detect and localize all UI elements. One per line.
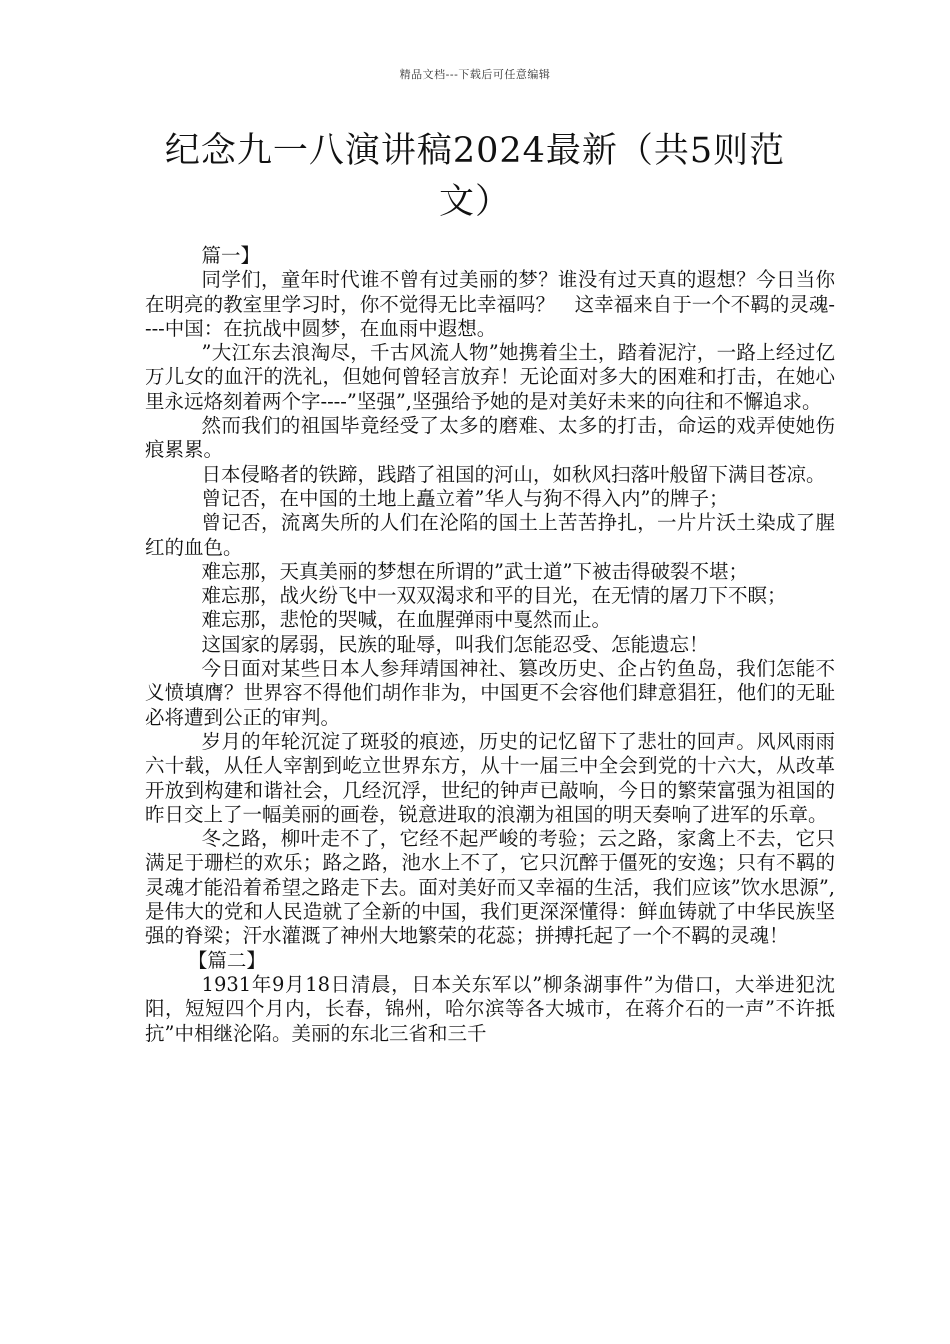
body-paragraph: 曾记否，在中国的土地上矗立着”华人与狗不得入内”的牌子； (201, 486, 729, 510)
body-paragraph: 同学们，童年时代谁不曾有过美丽的梦？谁没有过天真的遐想？今日当你在明亮的教室里学习时，你不觉得无比幸福吗？ 这幸福来自于一个不羁的灵魂----中国：在抗战中圆梦，在血雨中遐想。 (145, 268, 835, 340)
body-paragraph: 难忘那，战火纷飞中一双双渴求和平的目光，在无情的屠刀下不瞑； (201, 584, 787, 608)
body-paragraph: 难忘那，天真美丽的梦想在所谓的”武士道”下被击得破裂不堪； (201, 559, 748, 583)
document-body (145, 244, 835, 1046)
body-paragraph: 今日面对某些日本人参拜靖国神社、篡改历史、企占钓鱼岛，我们怎能不义愤填膺？世界容不得他们胡作非为，中国更不会容他们肆意猖狂，他们的无耻必将遭到公正的审判。 (145, 657, 835, 729)
body-paragraph: ”大江东去浪淘尽，千古风流人物”她携着尘土，踏着泥泞，一路上经过亿万儿女的血汗的洗礼，但她何曾轻言放弃！无论面对多大的困难和打击，在她心里永远烙刻着两个字----”坚强”,坚强给予她的是对美好未来的向往和不懈追求。 (145, 341, 835, 413)
body-paragraph: 岁月的年轮沉淀了斑驳的痕迹，历史的记忆留下了悲壮的回声。风风雨雨六十载，从任人宰割到屹立世界东方，从十一届三中全会到党的十六大，从改革开放到构建和谐社会，几经沉浮，世纪的钟声已敲响，今日的繁荣富强为祖国的昨日交上了一幅美丽的画卷，锐意进取的浪潮为祖国的明天奏响了进军的乐章。 (145, 729, 835, 826)
section-heading-1: 篇一】 (201, 244, 261, 267)
body-paragraph: 然而我们的祖国毕竟经受了太多的磨难、太多的打击，命运的戏弄使她伤痕累累。 (145, 414, 835, 462)
section-heading-2: 【篇二】 (187, 948, 266, 972)
body-paragraph: 1931年9月18日清晨，日本关东军以”柳条湖事件”为借口，大举进犯沈阳，短短四个月内，长春，锦州，哈尔滨等各大城市，在蒋介石的一声”不许抵抗”中相继沦陷。美丽的东北三省和三千 (145, 972, 835, 1045)
body-paragraph: 难忘那，悲怆的哭喊，在血腥弹雨中戛然而止。 (201, 608, 612, 632)
body-paragraph: 日本侵略者的铁蹄，践踏了祖国的河山，如秋风扫落叶般留下满目苍凉。 (201, 462, 826, 486)
document-title: 纪念九一八演讲稿2024最新（共5则范文） (164, 131, 786, 222)
body-paragraph: 曾记否，流离失所的人们在沦陷的国土上苦苦挣扎，一片片沃土染成了腥红的血色。 (145, 511, 835, 559)
header-note: 精品文档---下载后可任意编辑 (399, 68, 551, 81)
body-paragraph: 这国家的孱弱，民族的耻辱，叫我们怎能忍受、怎能遗忘！ (201, 632, 709, 656)
body-paragraph: 冬之路，柳叶走不了，它经不起严峻的考验；云之路，家禽上不去，它只满足于珊栏的欢乐；路之路，池水上不了，它只沉醉于僵死的安逸；只有不羁的灵魂才能沿着希望之路走下去。面对美好而又幸福的生活，我们应该”饮水思源”,是伟大的党和人民造就了全新的中国，我们更深深懂得：鲜血铸就了中华民族坚强的脊梁；汗水灌溉了神州大地繁荣的花蕊；拼搏托起了一个不羁的灵魂！ (145, 827, 835, 948)
